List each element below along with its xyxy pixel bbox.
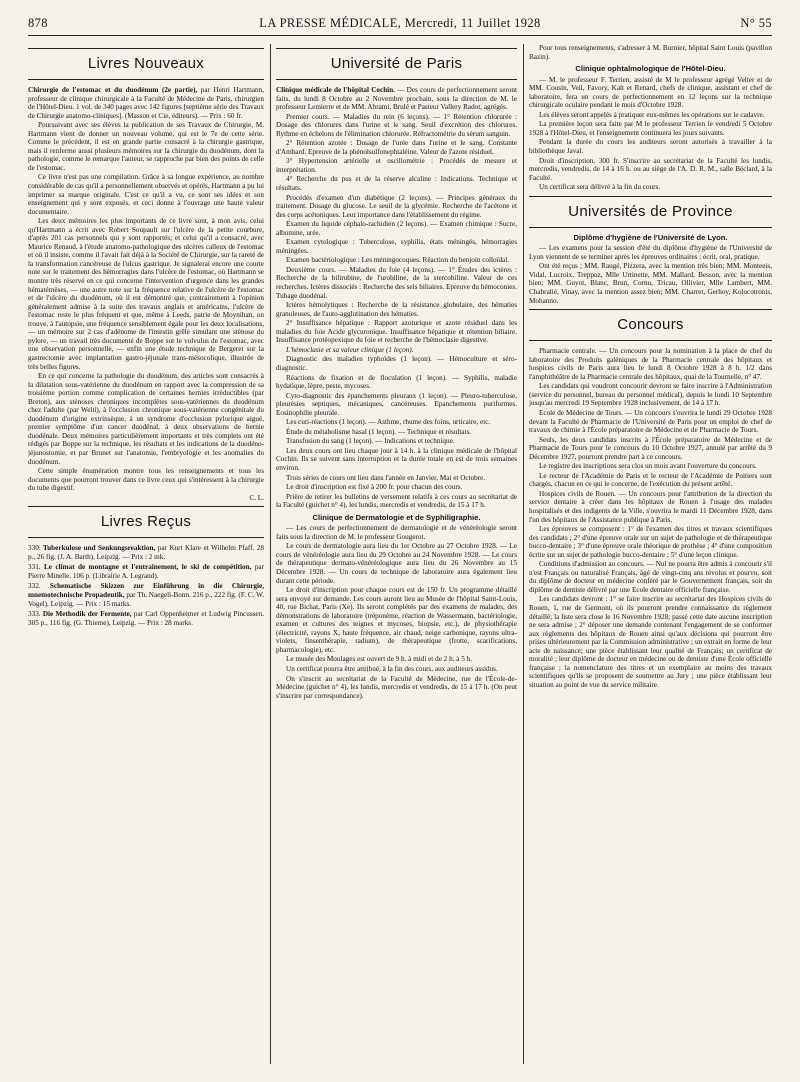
- section-header-universites-province: [529, 196, 772, 228]
- announcement-paragraph: On s'inscrit au secrétariat de la Faculté de Médecine, rue de l'École-de-Médecine (guichet n° 4), les lundis, mercredis et vendredis, de 15 à 17 h. (On peut s'inscrire par correspondance).: [276, 674, 517, 700]
- section-title: Livres Nouveaux: [87, 55, 205, 72]
- announcement-paragraph: Les candidats qui voudront concourir devront se faire inscrire à l'Administration (service du personnel, bureau du personnel médical), depuis le lundi 10 Septembre jusqu'au mercredi 19 Septembre 1928 inclusivement, de 14 à 17 h.: [529, 382, 772, 408]
- list-item: [28, 563, 264, 580]
- announcement-paragraph: Procédés d'examen d'un diabétique (2 leçons). — Principes généraux du traitement. Dosage du glucose. Le seuil de la glycémie. Recherche de l'acétone et des corps acétoniques. Leur importance dans l'établissement du régime.: [276, 193, 517, 219]
- item-number: 331.: [28, 563, 41, 572]
- announcement-subheading: Clinique ophtalmologique de l'Hôtel-Dieu.: [575, 64, 726, 74]
- announcement-paragraph: Le cours de dermatologie aura lieu du 1er Octobre au 27 Octobre 1928. — Le cours de vénéréologie aura lieu du 29 Octobre au 24 Novembre 1928. — Le cours de thérapeutique dermato-vénéréologique aura lieu du 26 Novembre au 15 Décembre 1928. — Un cours de technique de laboratoire aura également lieu durant cette période.: [276, 542, 517, 585]
- list-item: [28, 610, 264, 627]
- book-title: Schematische Skizzen zur Einführung in die Chirurgie, mnemotechnische Propadeutik,: [28, 582, 264, 599]
- announcement-paragraph: 3° Hypertension artérielle et oscillométrie : Procédés de mesure et interprétation.: [276, 157, 517, 174]
- announcement-paragraph: Seuls, les deux candidats inscrits à l'École préparatoire de Médecine et de Pharmacie de Tours pour le concours du 10 Octobre 1927, annulé par arrêté du 9 Décembre 1927, pourront prendre part à ce concours.: [529, 435, 772, 461]
- review-paragraph: Poursuivant avec ses élèves la publication de ses Travaux de Chirurgie, M. Hartmann vient de donner un nouveau volume, qui est le 7e de cette série. Comme le précédent, il est en grande partie consacré à la chirurgie gastrique, mais il renferme aussi plusieurs mémoires sur la chirurgie du duodénum, dont la pathologie, comme le remarque l'auteur, se rapproche par bien des points de celle de l'estomac.: [28, 121, 264, 172]
- section-header-concours: [529, 309, 772, 341]
- announcement-paragraph: Le musée des Moulages est ouvert de 9 h. à midi et de 2 h. à 5 h.: [286, 655, 473, 664]
- announcement-paragraph: Pour tous renseignements, s'adresser à M. Burnier, hôpital Saint Louis (pavillon Bazin).: [529, 44, 772, 61]
- column-divider: [270, 44, 271, 1064]
- section-title: Université de Paris: [330, 55, 463, 72]
- item-number: 332.: [28, 582, 41, 591]
- review-paragraph: Les deux mémoires les plus importants de ce livre sont, à mon avis, celui qu'Hartmann a écrit avec Robert Soupault sur l'ulcère de la petite courbure, d'après 201 cas personnels qui y sont rapportés; et celui qu'il a consacré, avec Maurice Renaud, à l'étude anatomo-pathologique des ulcères calleux de l'estomac et où il insiste, comme il l'avait fait déjà à la Société de Chirurgie, sur la rareté de la transformation cancéreuse de l'ulcus gastrique. Je signalerai encore une courte note sur le traitement des hémorragies dans l'ulcère de l'estomac, où Hartmann se montre très réservé en ce qui concerne l'intervention d'urgence dans les grandes hématémèses, — une autre note sur la fréquence relative de l'ulcère de l'estomac et de l'ulcère du duodénum, où il est démontré que, contrairement à l'opinion généralement admise à la suite des travaux anglais et américains, l'ulcère de l'estomac reste le plus fréquent et que, même à Leeds, patrie de Moynihan, on trouve, à l'autopsie, une fréquence sensiblement égale pour les deux localisations, — un mémoire sur 2 cas d'adénome de l'intestin grêle simulant une sténose du pylore, — un travail très documenté de Boppe sur le volvulus de l'estomac, avec une observation personnelle, — enfin une étude technique de Bergeret sur la gastrectomie avec implantation gastro-jéjunale trans-mésocolique, illustrée de très belles figures.: [28, 217, 264, 371]
- announcement-paragraph: Transfusion du sang (1 leçon). — Indications et technique.: [286, 437, 455, 446]
- announcement-paragraph: Les cuti-réactions (1 leçon). — Asthme, rhume des foins, urticaire, etc.: [286, 418, 491, 427]
- page-header: [28, 16, 772, 36]
- announcement-paragraph: Ont été reçus ; MM. Raugé, Pizzera, avec la mention très bien; MM. Monteeis, Vidal, Lucroix, Treppoz, Mlle Urtinette, MM. Mallard, Besson, avec la mention bien; MM. Guyot, Blanc, Brun, Cornu, Tricau, Ollivier, Mlle Lambert, MM. Chabralié, Vinay, avec la mention assez bien; MM. Charret, Gerhoy, Kolocotronis, Mohanno.: [529, 262, 772, 305]
- section-title: Livres Reçus: [100, 513, 192, 531]
- item-number: 333.: [28, 610, 41, 619]
- announcement-paragraph: Premier cours. — Maladies du rein (6 leçons). — 1° Rétention chlorurée : Dosage des chlorures dans l'urine et le sang. Seuil d'excrétion des chlorures. Rythme en échelons de l'élimination chlorurée. Réfractométrie du sérum sanguin.: [276, 112, 517, 138]
- announcement-paragraph: Hospices civils de Rouen. — Un concours pour l'attribution de la direction du service dentaire à créer dans les hôpitaux de Rouen à l'usage des malades hospitalisés et des indigents de la Ville, s'ouvrira le mardi 11 Décembre 1928, dans l'un des hôpitaux de l'Assistance publique à Paris.: [529, 489, 772, 524]
- received-books-list: [28, 544, 264, 627]
- announcement-paragraph: Conditions d'admission au concours. — Nul ne pourra être admis à concourir s'il n'est Français ou naturalisé Français, âgé de vingt-cinq ans révolus et pourvu, soit du diplôme de docteur en médecine conféré par le Gouvernement français, soit du diplôme de dentiste délivré par une Ecole dentaire officielle française.: [529, 560, 772, 594]
- announcement-paragraph: Le recteur de l'Académie de Paris et le recteur de l'Académie de Poitiers sont chargés, chacun en ce qui le concerne, de l'exécution du présent arrêté.: [529, 471, 772, 489]
- announcement-paragraph: Cyto-diagnostic des épanchements pleuraux (1 leçon). — Pleuro-tuberculose, pleurésies septiques, mécaniques, cancéreuses. Epanchements puriformes. Eosinophilie pleurale.: [276, 391, 517, 417]
- announcement-paragraph: Les élèves seront appelés à pratiquer eux-mêmes les opérations sur le cadavre.: [539, 110, 765, 119]
- announcement-text: — Des cours de perfectionnement seront faits, du lundi 8 Octobre au 2 Novembre prochain, sous la direction de M. le professeur Lemierre et de MM. Abrami, Brulé et Pasteur Vallery Radot, agrégés.: [276, 86, 517, 112]
- announcement-paragraph: Étude du métabolisme basal (1 leçon). — Technique et résultats.: [286, 427, 472, 436]
- list-item: [28, 544, 264, 561]
- announcement-paragraph: — M. le professeur F. Terrien, assisté de M le professeur agrégé Velter et de MM. Cousin, Veil, Favory, Kalt et Renard, chefs de clinique, assistant et chef de laboratoire, fera un cours de perfectionnement en 12 leçons sur la technique chirurgicale oculaire pendant le mois d'Octobre 1928.: [529, 75, 772, 110]
- announcement-subheading: Diplôme d'hygiène de l'Université de Lyon.: [573, 232, 728, 242]
- list-item: [28, 582, 264, 608]
- announcement-paragraph: Réactions de fixation et de floculation (1 leçon). — Syphilis, maladie hydatique, lèpre, peste, mycoses.: [276, 373, 517, 391]
- announcement-paragraph: Le droit d'inscription pour chaque cours est de 150 fr. Un programme détaillé sera envoyé sur demande. Les cours auront lieu au Musée de l'hôpital Saint-Louis, 40, rue Bichat, Paris (Xe). Ils seront complétés par des examens de malades, des démonstrations de laboratoire (tréponème, réaction de Wassermann, bactériologie, examen et cultures des teignes et mycoses, biopsie, etc.), de physiothérapie (électricité, rayons X, haute fréquence, air chaud, neige carbonique, rayons ultra-violets, finsenthérapie, radium), de thérapeutique (frotte, scarifications, pharmacologie), etc.: [276, 586, 517, 654]
- book-title: Chirurgie de l'estomac et du duodénum (2e partie),: [28, 86, 198, 94]
- item-number: 330.: [28, 544, 41, 553]
- book-details: par Henri Hartmann, professeur de clinique chirurgicale à la Faculté de Médecine de Paris, chirurgien de l'Hôtel-Dieu. 1 vol. de 340 pages avec 142 figures [septième série des Travaux de Chirurgie anatomo-cliniques]. (Masson et Cie, éditeurs). — Prix : 60 fr.: [28, 86, 264, 120]
- column-divider: [523, 44, 524, 1064]
- journal-title: LA PRESSE MÉDICALE, Mercredi, 11 Juillet 1928: [259, 16, 541, 30]
- column-2: [276, 44, 517, 1064]
- book-details: par Th. Naegeli-Bonn. 216 p., 222 fig. (F. C. W. Vogel), Leipzig. — Prix : 15 marks.: [28, 590, 264, 608]
- announcement-paragraph: — Les examens pour la session d'été du diplôme d'hygiène de l'Université de Lyon viennent de se terminer après les épreuves ordinaires : écrit, oral, pratique.: [529, 244, 772, 261]
- announcement-paragraph: Ecole de Médecine de Tours. — Un concours s'ouvrira le lundi 29 Octobre 1928 devant la Faculté de Pharmacie de l'Université de Paris pour un emploi de chef de travaux de chimie à l'École préparatoire de Médecine et de Pharmacie de Tours.: [529, 408, 772, 435]
- announcement-paragraph: Pharmacie centrale. — Un concours pour la nomination à la place de chef du laboratoire des Produits galéniques de la Pharmacie centrale des hôpitaux et hospices civils de Paris aura lieu le lundi 8 Octobre 1928 à 8 h. 1/2 dans l'amphithéâtre de la Pharmacie centrale des hôpitaux, quai de la Tournelle, n° 47.: [529, 347, 772, 381]
- book-title: Die Methodik der Fermente,: [42, 610, 132, 619]
- announcement-paragraph: Un certificat sera délivré à la fin du cours.: [539, 183, 661, 192]
- book-details: par Carl Oppenheimer et Ludwig Pincussen. 305 p., 116 fig. (G. Thieme), Leipzig. — Prix : 28 marks.: [28, 610, 264, 627]
- announcement-paragraph: Examen bactériologique : Les méningocoques. Réaction du benjoin colloïdal.: [286, 256, 510, 265]
- announcement-paragraph: Prière de retirer les bulletins de versement relatifs à ces cours au secrétariat de la Faculté (guichet n° 4), les lundis, mercredis et vendredis, de 15 à 17 h.: [276, 492, 517, 510]
- announcement-paragraph: Le droit d'inscription est fixé à 200 fr. pour chacun des cours.: [286, 483, 463, 492]
- announcement-paragraph: Examen du liquide céphalo-rachidien (2 leçons). — Examen chimique : Sucre, albumine, urée.: [276, 220, 517, 237]
- page-number: 878: [28, 16, 48, 30]
- announcement-paragraph: 2° Insuffisance hépatique : Rapport azoturique et azote résiduel dans les maladies du foie Acide glycuronique. Insuffisance hépatique et rétention biliaire. Insuffisance protéopexique du foie et recherche de l'hémoclasie digestive.: [276, 319, 517, 345]
- announcement-paragraph: 4° Recherche du pus et de la réserve alcaline : Indications. Technique et résultats.: [276, 175, 517, 193]
- announcement-paragraph: Examen cytologique : Tuberculose, syphilis, états méningés, hémorragies méningées.: [276, 238, 517, 255]
- book-title: Le climat de montagne et l'entraînement, le ski de compétition,: [44, 563, 252, 572]
- announcement-paragraph: Les épreuves se composent : 1° de l'examen des titres et travaux scientifiques des candidats ; 2° d'une épreuve orale sur un sujet de pathologie et de thérapeutique bucco-dentaire ; 3° d'une épreuve orale théorique de prothèse ; 4° d'une composition écrite sur un sujet de pathologie bucco-dentaire ; 5° d'une leçon clinique.: [529, 525, 772, 559]
- section-title: Universités de Province: [568, 202, 733, 220]
- announcement-paragraph: Droit d'inscription, 300 fr. S'inscrire au secrétariat de la Faculté les lundis, mercredis, vendredis, de 14 à 16 h. ou au siège de l'A. D. R. M., salle Béclard, à la Faculté.: [529, 156, 772, 182]
- review-signature: C. L.: [249, 493, 264, 502]
- book-details: par Pierre Minelle. 106 p. (Librairie A. Legrand).: [28, 563, 264, 580]
- announcement-paragraph: 2° Rétention azotée : Dosage de l'urée dans l'urine et le sang. Constante d'Ambard. Epreuve de la phénolsulfonephtaléine. Valeur de l'azote résiduel.: [276, 139, 517, 156]
- announcement-subtitle: Clinique médicale de l'hôpital Cochin.: [276, 86, 395, 94]
- review-paragraph: Ce livre n'est pas une compilation. Grâce à sa longue expérience, au nombre considérable de cas qu'il a personnellement observés et opérés, Hartmann a pu lui imprimer sa marque originale. C'est ce qu'il a vu, ce sont ses idées et son enseignement qui y sont exposés, et ceci donne à l'ouvrage une haute valeur documentaire.: [28, 173, 264, 216]
- announcement-paragraph: Deuxième cours. — Maladies du foie (4 leçons). — 1° Études des ictères : Recherche de la bilirubine, de l'urobiline, de la stercobiline. Valeur de ces recherches. Ictères dissociés : Recherche des sels biliaires. Epreuve du hémoconies. Tubage duodénal.: [276, 265, 517, 300]
- announcement-paragraph: Les deux cours ont lieu chaque jour à 14 h. à la clinique médicale de l'hôpital Cochin. Ils se suivent sans interruption et la durée totale en est de trois semaines environ.: [276, 446, 517, 472]
- announcement-paragraph: Les candidats devront : 1° se faire inscrire au secrétariat des Hospices civils de Rouen, 1, rue de Germont, où ils pourront prendre connaissance du règlement détaillé; la liste sera close le 16 Novembre 1928; passé cette date aucune inscription ne sera admise ; 2° déposer une demande contenant l'engagement de se conformer aux règlements des hôpitaux de Rouen ainsi qu'aux décisions qui pourront être prises ultérieurement par la Commission administrative ; un extrait en forme de leur acte de naissance; une pièce établissant leur qualité de Français; un certificat de moralité ; leur diplôme de docteur en médecine ou de dentiste d'une École officielle française ; la nomenclature des titres et un exemplaire au moins des travaux scientifiques qu'ils se proposent de soumettre au Jury ; une pièce établissant leur situation au point de vue du service militaire.: [529, 595, 772, 689]
- section-title: Concours: [617, 316, 684, 334]
- section-header-livres-nouveaux: [28, 48, 264, 80]
- book-details: par Kurt Klare et Wilhelm Pfaff. 28 p., 26 fig. (J. A. Barth), Leipzig. — Prix : 2 mk.: [28, 544, 264, 561]
- announcement-subheading: Clinique de Dermatologie et de Syphiligraphie.: [312, 512, 481, 522]
- announcement-paragraph: Le registre des inscriptions sera clos un mois avant l'ouverture du concours.: [539, 462, 757, 471]
- header-rule: [28, 35, 772, 36]
- book-entry: [28, 86, 264, 120]
- announcement-paragraph: Pendant la durée du cours les auditeurs seront autorisés à travailler à la bibliothèque Javal.: [529, 138, 772, 156]
- announcement-paragraph: Un certificat pourra être attribué, à la fin des cours, aux auditeurs assidus.: [286, 665, 498, 673]
- book-title: Tuberkulose und Senkungsreaktion,: [43, 544, 156, 553]
- announcement-paragraph: — Les cours de perfectionnement de dermatologie et de vénéréologie seront faits sous la direction de M. le professeur Gougerot.: [276, 524, 517, 541]
- section-header-universite-paris: [276, 48, 517, 80]
- announcement-paragraph: Ictères hémolytiques : Recherche de la résistance globulaire, des hématies granuleuses, de l'auto-agglutination des hématies.: [276, 301, 517, 318]
- announcement-paragraph: La première leçon sera faite par M le professeur Terrien le vendredi 5 Octobre 1928 à l'Hôtel-Dieu, et l'enseignement continuera les jours suivants.: [529, 120, 772, 137]
- announcement-paragraph: Trois séries de cours ont lieu dans l'année en Janvier, Mai et Octobre.: [286, 473, 486, 482]
- announcement-paragraph: Diagnostic des maladies typhoïdes (1 leçon). — Hémoculture et séro-diagnostic.: [276, 355, 517, 372]
- issue-number: N° 55: [740, 16, 772, 30]
- section-header-livres-recus: [28, 506, 264, 538]
- column-3: [529, 44, 772, 1064]
- review-paragraph: Cette simple énumération montre tous les renseignements et tous les documents que pourront trouver dans ce livre ceux qui s'intéressent à la chirurgie du tube digestif.: [28, 467, 264, 493]
- column-1: [28, 44, 264, 1064]
- announcement-paragraph: L'hémoclasie et sa valeur clinique (1 leçon).: [286, 345, 414, 354]
- announcement-paragraph: [276, 86, 517, 112]
- review-paragraph: En ce qui concerne la pathologie du duodénum, des articles sont consacrés à la dilatation sous-vatérienne du duodénum en rapport avec la compression de sa troisième portion comme complication de certaines hernies irréductibles (par Breton), aux sténoses chroniques incomplètes sous-vatériennes du duodénum chez l'adulte (par Welti), à l'occlusion chronique sous-vatérienne congénitale du duodénum d'origine extrinsèque, à un syndrome d'occlusion pylorique aigué, premier symptôme d'un cancer duodénal, à deux observations de hernie duodénale. Deux mémoires particulièrement importants et très complets ont été rédigés par Boppe sur la technique, les résultats et les indications de la duodéno-jéjunostomie, et par Brunet sur l'anatomie, l'embryologie et les anomalies du duodénum.: [28, 372, 264, 466]
